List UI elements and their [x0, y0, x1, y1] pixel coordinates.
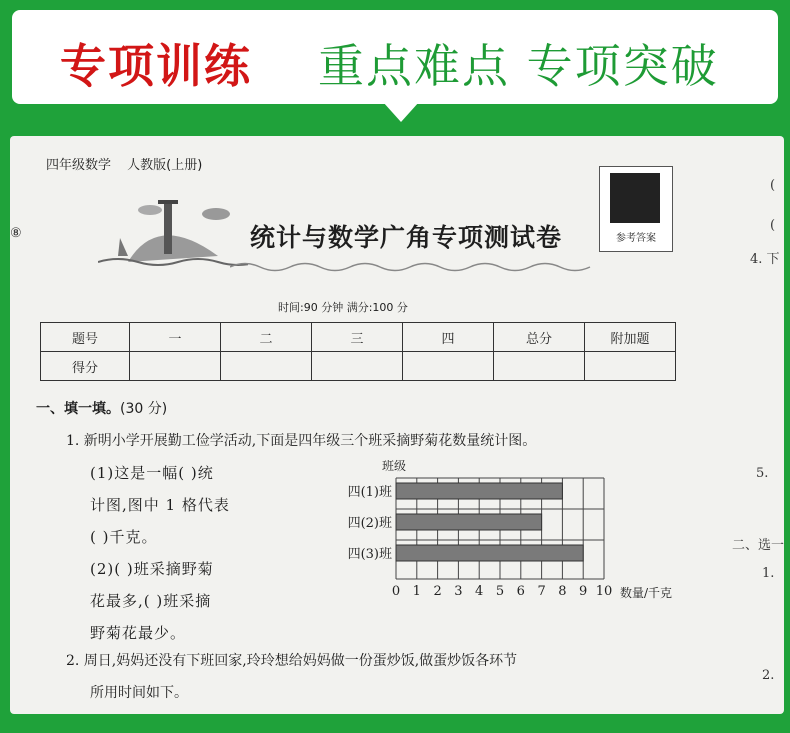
x-tick-label: 5	[495, 584, 505, 599]
category-label: 四(1)班	[347, 485, 392, 500]
time-score-info: 时间:90 分钟 满分:100 分	[278, 301, 408, 314]
score-table-row	[41, 352, 676, 381]
qr-label: 参考答案	[616, 233, 656, 244]
category-label: 四(3)班	[347, 547, 392, 562]
paper-header	[46, 154, 214, 173]
fill-line: 计图,图中 1 格代表	[90, 496, 230, 514]
table-cell: 三	[312, 323, 403, 352]
question-1: 1. 新明小学开展勤工俭学活动,下面是四年级三个班采摘野菊花数量统计图。	[66, 433, 537, 449]
score-entry[interactable]	[312, 352, 403, 381]
y-axis-label: 班级	[382, 459, 407, 473]
bar	[396, 545, 583, 561]
banner-title-green: 重点难点 专项突破	[318, 39, 719, 93]
bar-chart	[310, 452, 700, 612]
question-2: 2. 周日,妈妈还没有下班回家,玲玲想给妈妈做一份蛋炒饭,做蛋炒饭各环节	[66, 653, 518, 669]
table-cell: 总分	[494, 323, 585, 352]
answer-qr-code[interactable]	[599, 166, 673, 252]
fill-line: (2)( )班采摘野菊	[90, 560, 214, 578]
score-entry[interactable]	[221, 352, 312, 381]
x-tick-label: 3	[454, 584, 463, 599]
banner-pointer	[383, 102, 419, 122]
x-tick-label: 7	[537, 584, 546, 599]
fill-line: ( )千克。	[90, 528, 158, 546]
section-title: 一、填一填。	[36, 401, 120, 417]
top-banner	[12, 10, 778, 104]
x-axis-label: 数量/千克	[620, 586, 673, 600]
edge-fragment: 4. 下	[750, 252, 780, 267]
x-tick-label: 4	[475, 584, 484, 599]
qr-code-icon	[610, 173, 660, 223]
lighthouse-illustration	[98, 192, 248, 272]
score-table-header-row	[41, 323, 676, 352]
edge-fragment: 1.	[762, 566, 775, 581]
category-label: 四(2)班	[347, 516, 392, 531]
fill-line: (1)这是一幅( )统	[90, 464, 214, 482]
bottom-strip	[0, 716, 790, 733]
table-cell: 四	[403, 323, 494, 352]
x-tick-label: 8	[558, 584, 567, 599]
bar	[396, 483, 562, 499]
x-tick-label: 9	[579, 584, 588, 599]
table-cell: 题号	[41, 323, 130, 352]
section-heading	[36, 398, 167, 418]
bar	[396, 514, 542, 530]
x-tick-label: 0	[391, 584, 401, 599]
edge-fragment: ⑧	[10, 226, 22, 241]
table-cell: 得分	[41, 352, 130, 381]
x-tick-label: 2	[433, 584, 442, 599]
banner-title-red: 专项训练	[60, 39, 252, 93]
edge-fragment: (	[770, 218, 776, 233]
section-points: (30 分)	[120, 401, 168, 417]
score-entry[interactable]	[494, 352, 585, 381]
edge-fragment: 2.	[762, 668, 775, 683]
x-tick-label: 1	[412, 584, 421, 599]
table-cell: 二	[221, 323, 312, 352]
fill-line: 花最多,( )班采摘	[90, 592, 212, 610]
edge-fragment: (	[770, 178, 776, 193]
score-entry[interactable]	[585, 352, 676, 381]
score-entry[interactable]	[403, 352, 494, 381]
fill-line: 野菊花最少。	[90, 624, 187, 642]
x-tick-label: 6	[516, 584, 525, 599]
page-title: 统计与数学广角专项测试卷	[250, 223, 563, 252]
edge-fragment: 二、选一	[732, 538, 784, 553]
wave-decoration	[230, 260, 600, 274]
x-tick-label: 10	[595, 584, 613, 599]
exam-paper	[10, 136, 784, 714]
question-2-cont: 所用时间如下。	[90, 685, 188, 701]
grade-subject: 四年级数学	[46, 158, 112, 173]
score-table	[40, 322, 676, 381]
table-cell: 附加题	[585, 323, 676, 352]
table-cell: 一	[130, 323, 221, 352]
edition: 人教版(上册)	[127, 158, 203, 173]
score-entry[interactable]	[130, 352, 221, 381]
edge-fragment: 5.	[756, 466, 769, 481]
